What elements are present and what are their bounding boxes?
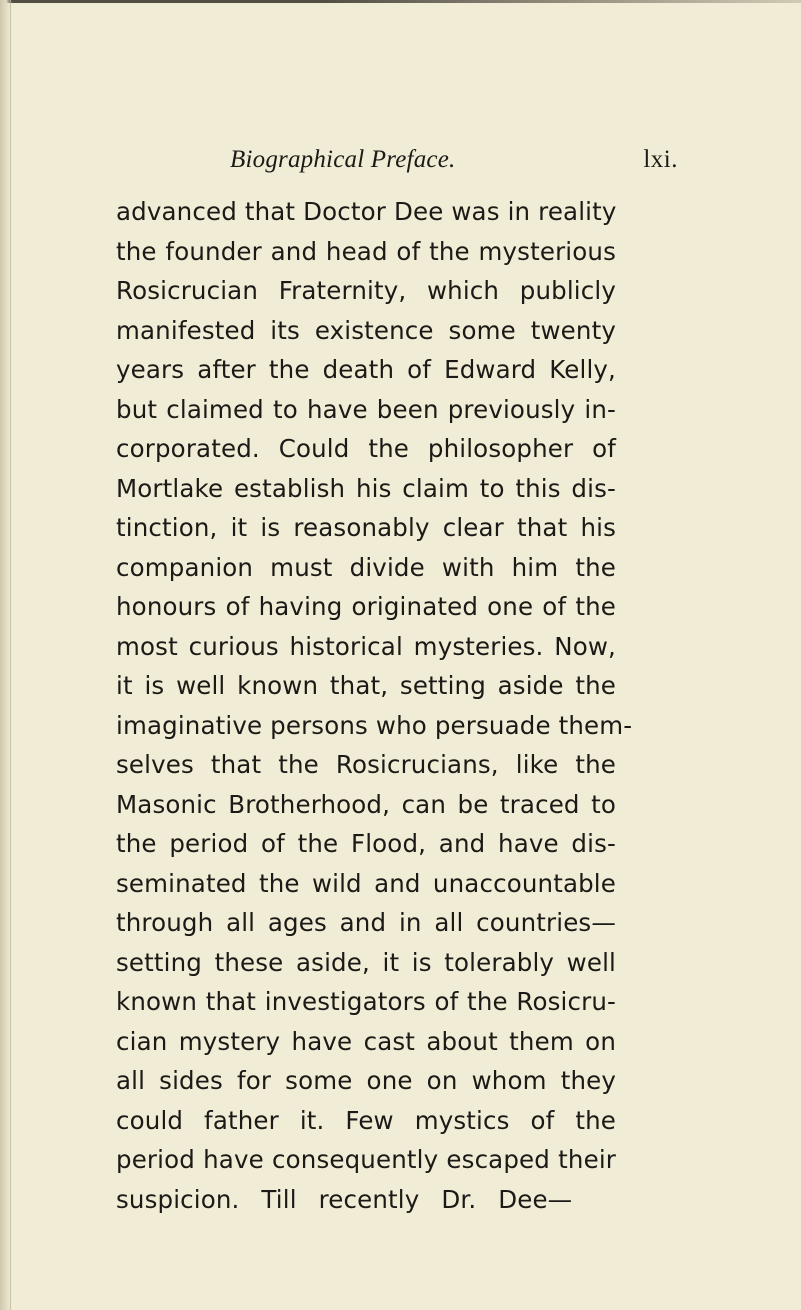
running-title: Biographical Preface.: [230, 146, 456, 173]
text-line: known that investigators of the Rosicru-: [116, 987, 616, 1016]
text-line: Mortlake establish his claim to this dis-: [116, 473, 616, 503]
text-line: most curious historical mysteries. Now,: [116, 631, 616, 661]
page-top-edge: [0, 0, 801, 3]
text-line: honours of having originated one of the: [116, 592, 616, 621]
page-number: lxi.: [643, 146, 678, 173]
text-line: companion must divide with him the: [116, 552, 616, 582]
text-line: Masonic Brotherhood, can be traced to: [116, 789, 616, 819]
text-line: corporated. Could the philosopher of: [116, 434, 616, 463]
text-line: the founder and head of the mysterious: [116, 236, 616, 266]
text-line: years after the death of Edward Kelly,: [116, 355, 616, 384]
text-line: tinction, it is reasonably clear that his: [116, 513, 616, 542]
text-line: all sides for some one on whom they: [116, 1066, 616, 1095]
text-line: Rosicrucian Fraternity, which publicly: [116, 276, 616, 305]
text-line: imaginative persons who persuade them-: [116, 710, 633, 740]
text-line: could father it. Few mystics of the: [116, 1105, 616, 1135]
text-line: through all ages and in all countries—: [116, 908, 616, 937]
text-line: period have consequently escaped their: [116, 1145, 616, 1174]
text-line: suspicion. Till recently Dr. Dee—: [116, 1184, 573, 1214]
text-line: but claimed to have been previously in-: [116, 394, 616, 424]
text-line: the period of the Flood, and have dis-: [116, 829, 616, 858]
text-line: cian mystery have cast about them on: [116, 1026, 616, 1056]
text-line: advanced that Doctor Dee was in reality: [116, 197, 617, 226]
text-line: seminated the wild and unaccountable: [116, 868, 616, 898]
text-line: setting these aside, it is tolerably well: [116, 947, 616, 977]
running-head: [230, 146, 678, 182]
text-line: it is well known that, setting aside the: [116, 671, 616, 700]
body-text: [116, 192, 633, 1219]
page-gutter-line: [10, 0, 11, 1310]
text-line: manifested its existence some twenty: [116, 315, 616, 345]
text-line: selves that the Rosicrucians, like the: [116, 750, 616, 779]
